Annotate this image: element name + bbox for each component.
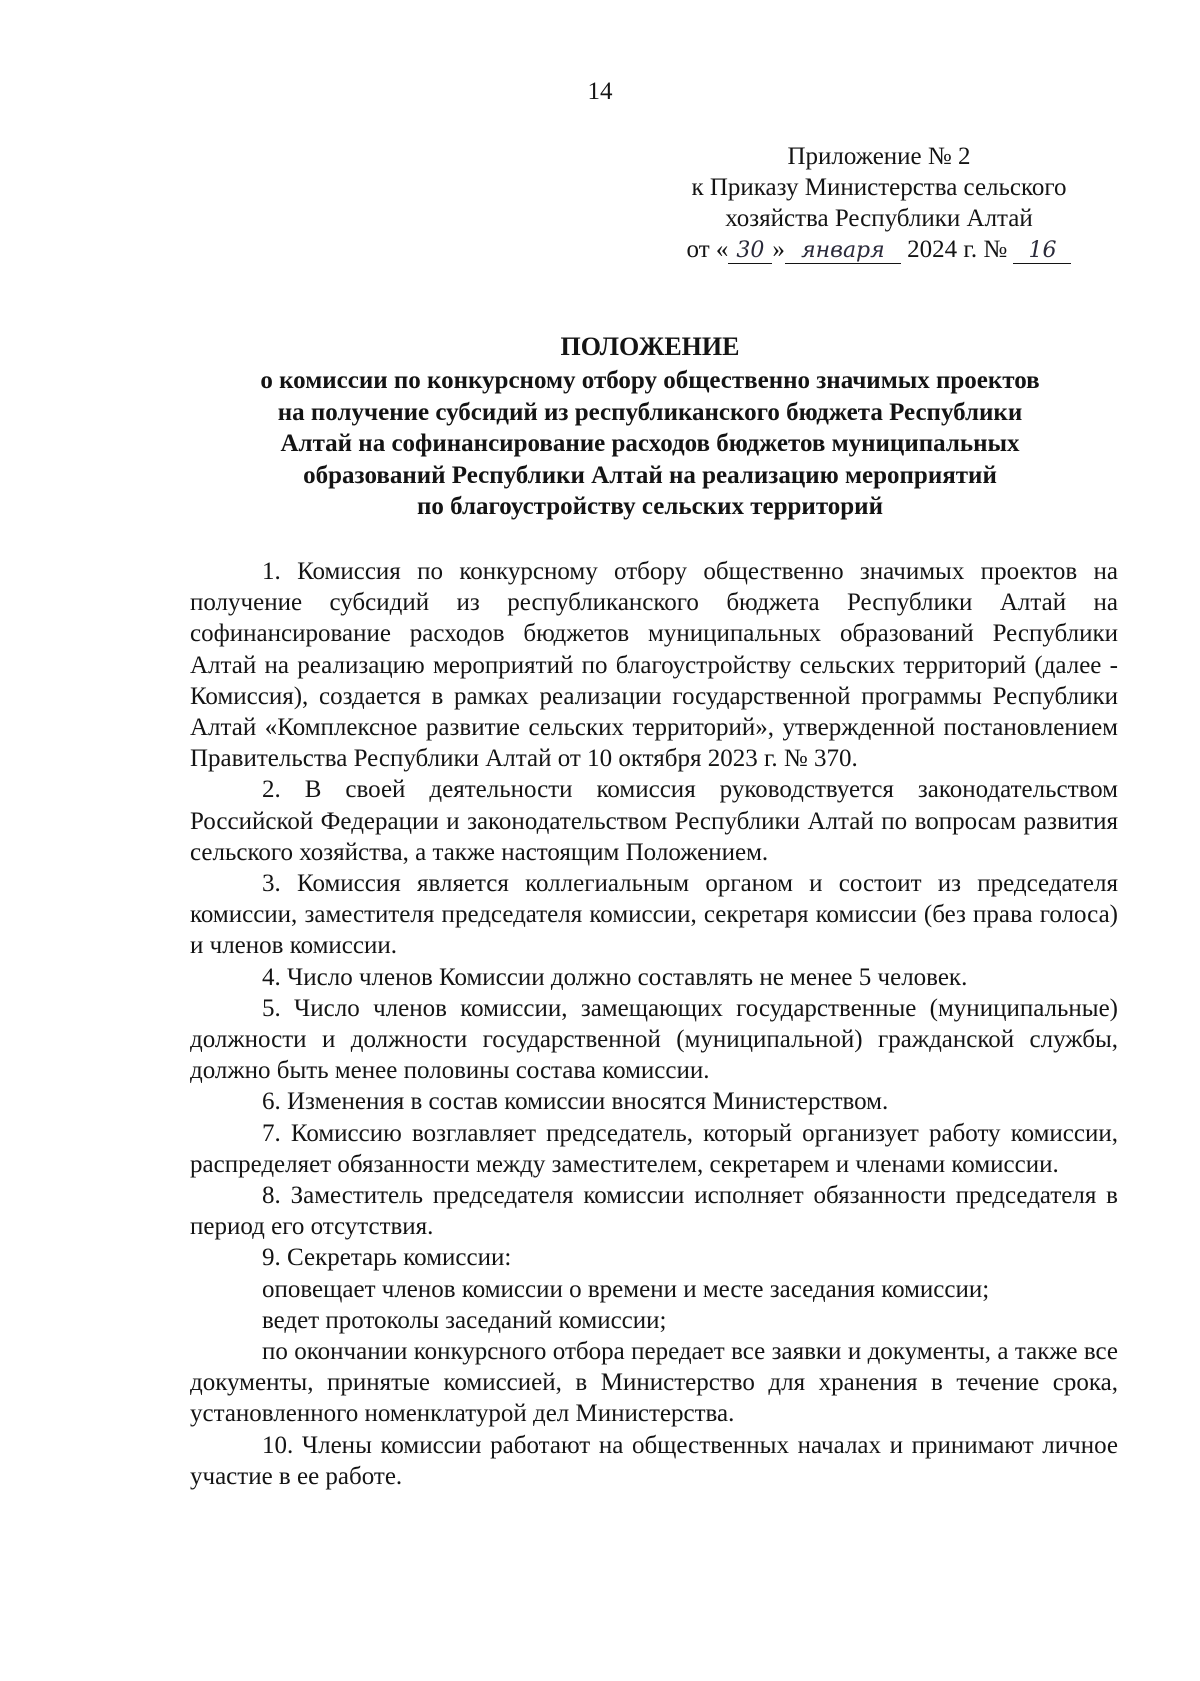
title-subline-2: на получение субсидий из республиканского бюджета Республики	[277, 398, 1023, 426]
title-subline-5: по благоустройству сельских территорий	[417, 493, 883, 520]
title-subline-4: образований Республики Алтай на реализацию мероприятий	[303, 461, 997, 489]
paragraph-3: 3. Комиссия является коллегиальным органом и состоит из председателя комиссии, заместителя председателя комиссии, секретаря комиссии (без права голоса) и членов комиссии.	[190, 870, 1118, 960]
title-subline-1: о комиссии по конкурсному отбору общественно значимых проектов	[260, 367, 1040, 394]
order-number-handwritten: 16	[1013, 239, 1071, 264]
paragraph-6: 6. Изменения в состав комиссии вносятся Министерством.	[262, 1088, 889, 1116]
paragraph-1: 1. Комиссия по конкурсному отбору общественно значимых проектов на получение субсидий из республиканского бюджета Республики Алтай на софинансирование расходов бюджетов муниципальных образований Республики Алтай на реализацию мероприятий по благоустройству сельских территорий (далее - Комиссия), создается в рамках реализации государственной программы Республики Алтай «Комплексное развитие сельских территорий», утвержденной постановлением Правительства Республики Алтай от 10 октября 2023 г. № 370.	[190, 558, 1118, 773]
appendix-line-2: к Приказу Министерства сельского	[691, 174, 1067, 201]
paragraph-7: 7. Комиссию возглавляет председатель, который организует работу комиссии, распределяет обязанности между заместителем, секретарем и членами комиссии.	[190, 1119, 1118, 1178]
paragraph-9: 9. Секретарь комиссии:	[262, 1244, 512, 1272]
page-number: 14	[587, 78, 613, 105]
paragraph-4: 4. Число членов Комиссии должно составлять не менее 5 человек.	[262, 963, 968, 991]
date-day-handwritten: 30	[728, 239, 772, 264]
date-month-handwritten: января	[785, 239, 901, 264]
date-prefix: от «	[686, 236, 729, 263]
appendix-line-1: Приложение № 2	[787, 143, 971, 170]
paragraph-9-item-1: оповещает членов комиссии о времени и месте заседания комиссии;	[262, 1275, 990, 1303]
paragraph-2: 2. В своей деятельности комиссия руководствуется законодательством Российской Федерации и законодательством Республики Алтай по вопросам развития сельского хозяйства, а также настоящим Положением.	[190, 776, 1118, 866]
paragraph-8: 8. Заместитель председателя комиссии исполняет обязанности председателя в период его отсутствия.	[190, 1182, 1118, 1241]
paragraph-10: 10. Члены комиссии работают на общественных началах и принимают личное участие в ее работе.	[190, 1431, 1118, 1490]
paragraph-9-item-3: по окончании конкурсного отбора передает все заявки и документы, а также все документы, принятые комиссией, в Министерство для хранения в течение срока, установленного номенклатурой дел Министерства.	[190, 1338, 1118, 1428]
date-year-text: 2024 г. №	[907, 236, 1008, 263]
appendix-header	[640, 141, 1118, 265]
document-title	[180, 330, 1120, 523]
document-body	[190, 556, 1118, 1492]
appendix-line-3: хозяйства Республики Алтай	[725, 205, 1033, 232]
appendix-date-line	[640, 234, 1118, 265]
date-close: »	[772, 236, 785, 263]
title-main: ПОЛОЖЕНИЕ	[560, 332, 740, 361]
paragraph-9-item-2: ведет протоколы заседаний комиссии;	[262, 1306, 667, 1334]
paragraph-5: 5. Число членов комиссии, замещающих государственные (муниципальные) должности и должности государственной (муниципальной) гражданской службы, должно быть менее половины состава комиссии.	[190, 994, 1118, 1085]
title-subline-3: Алтай на софинансирование расходов бюджетов муниципальных	[280, 430, 1020, 457]
